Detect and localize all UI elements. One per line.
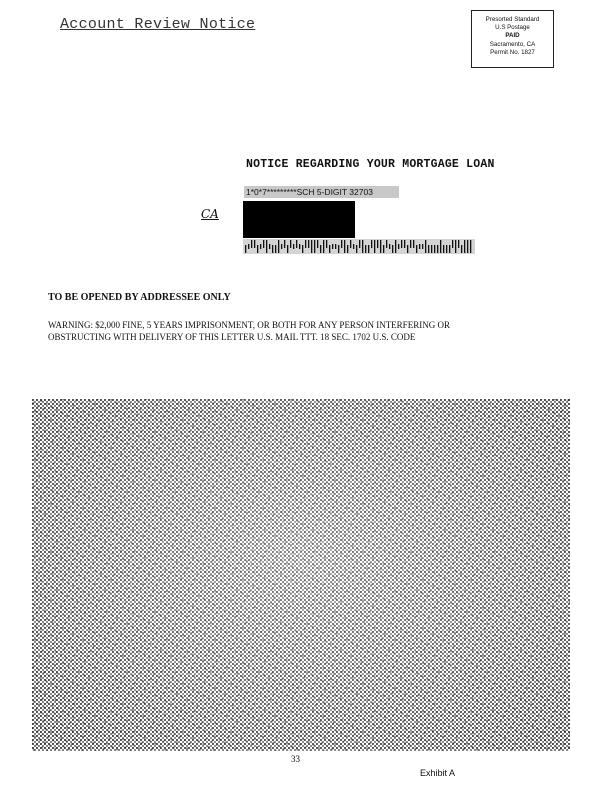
postage-indicia <box>471 10 554 68</box>
postage-line: Presorted Standard <box>485 16 540 23</box>
postal-warning-text: WARNING: $2,000 FINE, 5 YEARS IMPRISONMENT, OR BOTH FOR ANY PERSON INTERFERING OR OBSTRUCTING WITH DELIVERY OF THIS LETTER U.S. MAIL TTT. 18 SEC. 1702 U.S. CODE <box>48 320 450 342</box>
postage-line: U.S Postage <box>495 24 530 32</box>
page-title: Account Review Notice <box>60 16 256 33</box>
exhibit-label: Exhibit A <box>420 768 456 778</box>
postage-line: Sacramento, CA <box>489 40 536 48</box>
page-number: 33 <box>291 754 300 764</box>
security-tint-pattern <box>32 399 570 751</box>
notice-heading: NOTICE REGARDING YOUR MORTGAGE LOAN <box>246 158 495 171</box>
presort-code-line: 1*0*7*********SCH 5-DIGIT 32703 <box>244 186 399 198</box>
postage-paid: PAID <box>505 32 520 40</box>
handwritten-initials: CA <box>201 207 219 221</box>
postage-permit: Permit No. 1827 <box>490 48 535 56</box>
addressee-only-label: TO BE OPENED BY ADDRESSEE ONLY <box>48 292 231 303</box>
postal-barcode <box>243 239 475 254</box>
redacted-address-block <box>243 201 355 238</box>
